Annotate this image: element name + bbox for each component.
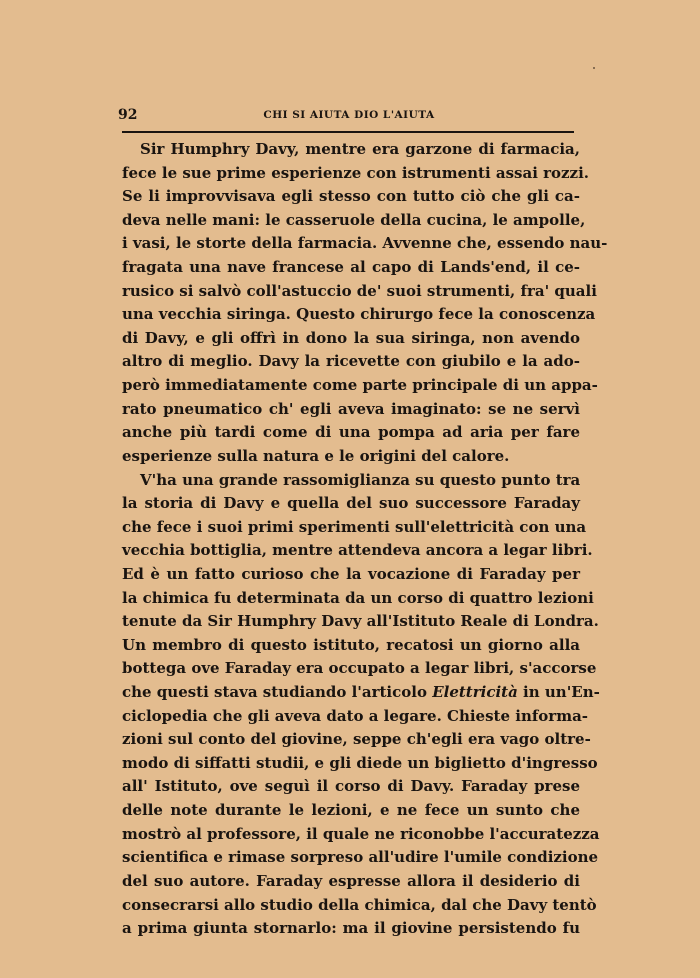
text-run: in un'En- bbox=[517, 683, 600, 702]
text-line bbox=[122, 185, 580, 209]
text-line bbox=[122, 162, 589, 186]
text-run: che questi stava studiando l'articolo bbox=[122, 683, 433, 702]
text-run: la storia di Davy e quella del suo successore Faraday bbox=[122, 494, 580, 513]
text-line bbox=[122, 728, 591, 752]
text-run: tenute da Sir Humphry Davy all'Istituto Reale di Londra. bbox=[122, 612, 599, 631]
text-line bbox=[122, 209, 586, 233]
text-line bbox=[122, 350, 580, 374]
text-line bbox=[122, 256, 580, 280]
text-line bbox=[122, 374, 598, 398]
header-rule bbox=[122, 131, 574, 133]
text-line bbox=[122, 539, 593, 563]
text-line bbox=[122, 894, 597, 918]
text-run: rato pneumatico ch' egli aveva imaginato: se ne servì bbox=[122, 399, 580, 418]
text-line bbox=[122, 587, 594, 611]
text-line bbox=[122, 421, 580, 445]
text-run: altro di meglio. Davy la ricevette con giubilo e la ado- bbox=[122, 352, 580, 371]
text-run: a prima giunta stornarlo: ma il giovine persistendo fu bbox=[122, 919, 580, 938]
text-line bbox=[122, 138, 580, 162]
text-run: Sir Humphry Davy, mentre era garzone di farmacia, bbox=[140, 140, 580, 158]
text-line bbox=[122, 303, 596, 327]
text-run: all' Istituto, ove seguì il corso di Davy. Faraday prese bbox=[122, 777, 580, 796]
text-run: V'ha una grande rassomiglianza su questo punto tra bbox=[140, 470, 581, 489]
text-line bbox=[122, 799, 580, 823]
page-header bbox=[118, 103, 580, 127]
body-text bbox=[122, 138, 608, 941]
text-run: Ed è un fatto curioso che la vocazione di Faraday per bbox=[122, 564, 580, 583]
text-run: fragata una nave francese al capo di Lands'end, il ce- bbox=[122, 258, 580, 277]
text-run: rusico si salvò coll'astuccio de' suoi strumenti, fra' quali bbox=[122, 281, 597, 300]
text-run: che fece i suoi primi sperimenti sull'elettricità con una bbox=[122, 517, 587, 536]
text-run: mostrò al professore, il quale ne riconobbe l'accuratezza bbox=[122, 824, 600, 843]
text-run: una vecchia siringa. Questo chirurgo fece la conoscenza bbox=[122, 305, 596, 324]
text-run: Se li improvvisava egli stesso con tutto ciò che gli ca- bbox=[122, 187, 580, 206]
text-line bbox=[122, 610, 599, 634]
text-run: vecchia bottiglia, mentre attendeva ancora a legar libri. bbox=[122, 541, 593, 560]
page-number: 92 bbox=[118, 107, 138, 123]
text-line bbox=[122, 563, 580, 587]
text-run: i vasi, le storte della farmacia. Avvenne che, essendo nau- bbox=[122, 234, 608, 253]
text-run: ciclopedia che gli aveva dato a legare. Chieste informa- bbox=[122, 706, 589, 725]
italic-term: Elettricità bbox=[432, 683, 518, 702]
text-line bbox=[122, 681, 600, 705]
text-line bbox=[122, 445, 580, 469]
text-run: zioni sul conto del giovine, seppe ch'egli era vago oltre- bbox=[122, 730, 591, 749]
text-run: deva nelle mani: le casseruole della cucina, le ampolle, bbox=[122, 210, 586, 229]
text-run: esperienze sulla natura e le origini del calore. bbox=[122, 446, 510, 465]
text-run: anche più tardi come di una pompa ad aria per fare bbox=[122, 423, 580, 442]
text-run: bottega ove Faraday era occupato a legar libri, s'accorse bbox=[122, 659, 597, 678]
text-line bbox=[122, 775, 580, 799]
text-line bbox=[122, 516, 587, 540]
text-run: modo di siffatti studii, e gli diede un biglietto d'ingresso bbox=[122, 753, 598, 772]
text-run: scientifica e rimase sorpreso all'udire l'umile condizione bbox=[122, 848, 599, 867]
text-run: consecrarsi allo studio della chimica, dal che Davy tentò bbox=[122, 895, 597, 914]
text-run: la chimica fu determinata da un corso di quattro lezioni bbox=[122, 588, 594, 607]
text-line bbox=[122, 280, 597, 304]
running-head: CHI SI AIUTA DIO L'AIUTA bbox=[263, 109, 435, 121]
text-run: di Davy, e gli offrì in dono la sua siringa, non avendo bbox=[122, 328, 580, 347]
paper-speck bbox=[593, 67, 595, 69]
text-line bbox=[122, 752, 598, 776]
text-run: del suo autore. Faraday espresse allora il desiderio di bbox=[122, 871, 580, 890]
text-run: fece le sue prime esperienze con istrumenti assai rozzi. bbox=[122, 163, 589, 182]
text-line bbox=[122, 232, 608, 256]
text-run: Un membro di questo istituto, recatosi un giorno alla bbox=[122, 635, 580, 654]
text-line bbox=[122, 705, 589, 729]
text-line bbox=[122, 917, 580, 941]
text-line bbox=[122, 492, 580, 516]
text-line bbox=[122, 823, 600, 847]
text-line bbox=[122, 870, 580, 894]
text-run: delle note durante le lezioni, e ne fece un sunto che bbox=[122, 801, 580, 820]
text-line bbox=[122, 634, 580, 658]
text-run: però immediatamente come parte principale di un appa- bbox=[122, 376, 598, 395]
text-line bbox=[122, 469, 580, 493]
text-line bbox=[122, 657, 597, 681]
text-line bbox=[122, 327, 580, 351]
text-line bbox=[122, 398, 580, 422]
text-line bbox=[122, 846, 599, 870]
